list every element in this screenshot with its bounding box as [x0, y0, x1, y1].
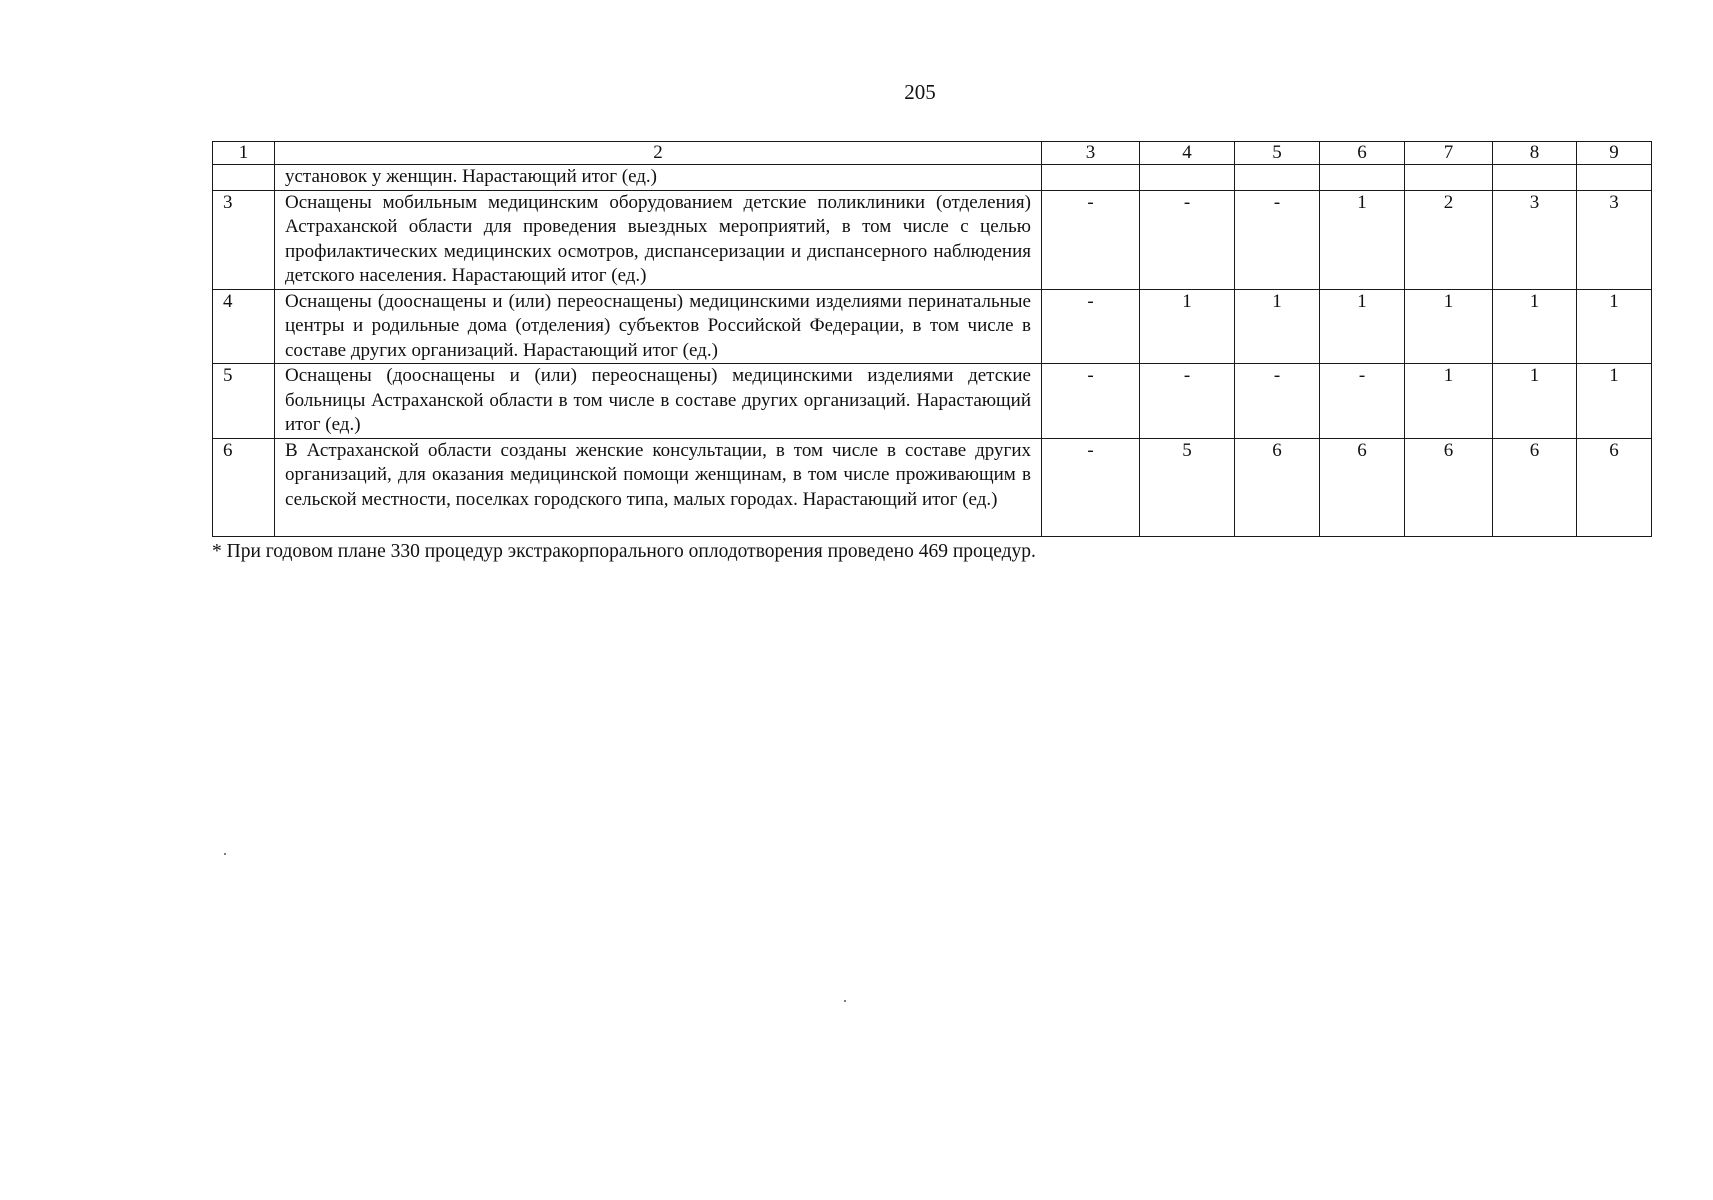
scan-speck: [844, 1000, 846, 1002]
value-cell: -: [1235, 190, 1320, 289]
value-cell: [1140, 165, 1235, 191]
row-description: Оснащены (дооснащены и (или) переоснащены) медицинскими изделиями детские больницы Астраханской области в том числе в составе других организаций. Нарастающий итог (ед.): [275, 364, 1042, 439]
value-cell: -: [1235, 364, 1320, 439]
value-cell: 2: [1405, 190, 1493, 289]
value-cell: [1493, 165, 1577, 191]
column-header: 6: [1320, 142, 1405, 165]
value-cell: 1: [1493, 364, 1577, 439]
table-row-continuation: [213, 165, 1652, 191]
column-header: 4: [1140, 142, 1235, 165]
value-cell: -: [1042, 364, 1140, 439]
value-cell: -: [1140, 190, 1235, 289]
value-cell: -: [1042, 190, 1140, 289]
value-cell: 1: [1320, 289, 1405, 364]
value-cell: 5: [1140, 438, 1235, 536]
value-cell: -: [1140, 364, 1235, 439]
row-description: Оснащены (дооснащены и (или) переоснащены) медицинскими изделиями перинатальные центры и родильные дома (отделения) субъектов Российской Федерации, в том числе в составе других организаций. Нарастающий итог (ед.): [275, 289, 1042, 364]
row-number: 6: [213, 438, 275, 536]
header-row: [213, 142, 1652, 165]
value-cell: 1: [1577, 364, 1652, 439]
row-description: Оснащены мобильным медицинским оборудованием детские поликлиники (отделения) Астраханской области для проведения выездных мероприятий, в том числе с целью профилактических медицинских осмотров, диспансеризации и диспансерного наблюдения детского населения. Нарастающий итог (ед.): [275, 190, 1042, 289]
table-row: [213, 190, 1652, 289]
table-row: [213, 438, 1652, 536]
value-cell: 3: [1577, 190, 1652, 289]
table-row: [213, 289, 1652, 364]
table-row: [213, 364, 1652, 439]
value-cell: 1: [1235, 289, 1320, 364]
column-header: 1: [213, 142, 275, 165]
row-number: 5: [213, 364, 275, 439]
value-cell: -: [1042, 289, 1140, 364]
value-cell: [1577, 165, 1652, 191]
column-header: 2: [275, 142, 1042, 165]
row-number: 3: [213, 190, 275, 289]
row-number: [213, 165, 275, 191]
value-cell: 6: [1405, 438, 1493, 536]
value-cell: -: [1042, 438, 1140, 536]
value-cell: [1320, 165, 1405, 191]
value-cell: [1042, 165, 1140, 191]
value-cell: 1: [1493, 289, 1577, 364]
value-cell: [1405, 165, 1493, 191]
scan-speck: [224, 853, 226, 855]
value-cell: 1: [1405, 289, 1493, 364]
column-header: 3: [1042, 142, 1140, 165]
value-cell: 6: [1493, 438, 1577, 536]
row-description: В Астраханской области созданы женские консультации, в том числе в составе других организаций, для оказания медицинской помощи женщинам, в том числе проживающим в сельской местности, поселках городского типа, малых городах. Нарастающий итог (ед.): [275, 438, 1042, 536]
value-cell: 6: [1320, 438, 1405, 536]
footnote: * При годовом плане 330 процедур экстракорпорального оплодотворения проведено 469 процедур.: [212, 541, 1036, 562]
value-cell: [1235, 165, 1320, 191]
row-number: 4: [213, 289, 275, 364]
value-cell: -: [1320, 364, 1405, 439]
column-header: 7: [1405, 142, 1493, 165]
value-cell: 3: [1493, 190, 1577, 289]
column-header: 9: [1577, 142, 1652, 165]
value-cell: 6: [1235, 438, 1320, 536]
value-cell: 1: [1320, 190, 1405, 289]
row-description: установок у женщин. Нарастающий итог (ед.): [275, 165, 1042, 191]
page-number: 205: [904, 80, 936, 104]
indicators-table: [212, 141, 1652, 537]
value-cell: 1: [1577, 289, 1652, 364]
column-header: 5: [1235, 142, 1320, 165]
value-cell: 1: [1140, 289, 1235, 364]
column-header: 8: [1493, 142, 1577, 165]
value-cell: 1: [1405, 364, 1493, 439]
value-cell: 6: [1577, 438, 1652, 536]
